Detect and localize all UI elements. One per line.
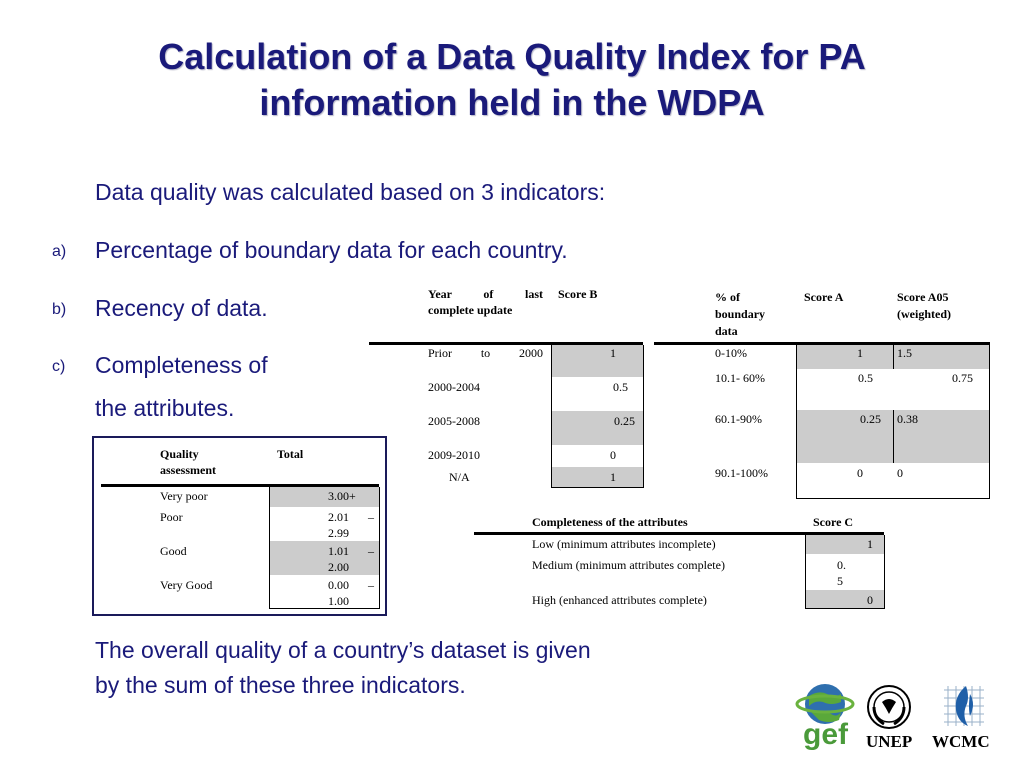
recency-row2-year: 2000-2004	[428, 380, 480, 394]
quality-row1-label: Very poor	[160, 489, 208, 503]
quality-col-divider	[269, 487, 270, 609]
recency-right-edge	[643, 345, 644, 488]
recency-row1-year: Prior to 2000	[428, 346, 543, 360]
recency-row4-score: 0	[610, 448, 616, 462]
completeness-row2-score-line2: 5	[837, 574, 843, 588]
boundary-col-divider1	[796, 345, 797, 499]
recency-row1-score: 1	[610, 346, 616, 360]
quality-header-total: Total	[277, 447, 304, 461]
gef-logo	[795, 680, 855, 754]
recency-row3-score: 0.25	[614, 414, 635, 428]
boundary-row4-range: 90.1-100%	[715, 466, 768, 480]
completeness-col-divider	[805, 535, 806, 609]
completeness-right-edge	[884, 535, 885, 609]
boundary-right-edge	[989, 345, 990, 499]
boundary-header-pct-line2: boundary	[715, 307, 766, 321]
boundary-header-pct-line3: data	[715, 324, 738, 338]
quality-header-assessment-line2: assessment	[160, 463, 216, 477]
boundary-header-pct-line1: % of	[715, 290, 740, 304]
boundary-row1-weighted: 1.5	[897, 346, 912, 360]
quality-bottom-rule	[269, 608, 380, 609]
boundary-row3-range: 60.1-90%	[715, 412, 762, 426]
quality-row2-total-line1: 2.01 –	[328, 510, 374, 524]
slide-title-line2: information held in the WDPA	[259, 82, 765, 123]
bullet-text-c-line1: Completeness of	[95, 352, 268, 378]
bullet-marker-c: c)	[52, 358, 66, 375]
recency-row5-year: N/A	[449, 470, 470, 484]
quality-right-edge	[379, 487, 380, 609]
completeness-row1-score: 1	[867, 537, 873, 551]
recency-row4-year: 2009-2010	[428, 448, 480, 462]
quality-row4-total-line2: 1.00	[328, 594, 349, 608]
quality-row1-shade	[270, 487, 379, 507]
boundary-col-divider3	[893, 410, 894, 463]
quality-row4-label: Very Good	[160, 578, 213, 592]
bullet-text-a: Percentage of boundary data for each country.	[95, 237, 568, 263]
completeness-row3-score: 0	[867, 593, 873, 607]
completeness-row2-score-line1: 0.	[837, 558, 846, 572]
completeness-row2-label: Medium (minimum attributes complete)	[532, 558, 725, 572]
conclusion-line2: by the sum of these three indicators.	[95, 672, 466, 698]
boundary-row2-weighted: 0.75	[952, 371, 973, 385]
completeness-header-score: Score C	[813, 515, 854, 529]
unep-wordmark: UNEP	[866, 732, 913, 751]
quality-row3-total-line1: 1.01 –	[328, 544, 374, 558]
boundary-row2-score: 0.5	[858, 371, 873, 385]
boundary-col-divider2	[893, 345, 894, 369]
recency-header-year-line1: Year of last	[428, 287, 543, 301]
bullet-marker-b: b)	[52, 301, 67, 318]
quality-row4-total-line1: 0.00 –	[328, 578, 374, 592]
completeness-row3-label: High (enhanced attributes complete)	[532, 593, 707, 607]
boundary-header-weighted-line1: Score A05	[897, 290, 949, 304]
boundary-row4-score: 0	[857, 466, 863, 480]
gef-wordmark: gef	[803, 718, 848, 751]
completeness-bottom-rule	[805, 608, 885, 609]
slide-title-line1: Calculation of a Data Quality Index for PA	[158, 36, 866, 77]
quality-row1-total: 3.00+	[328, 489, 356, 503]
boundary-row3-score: 0.25	[860, 412, 881, 426]
conclusion-line1: The overall quality of a country’s dataset is given	[95, 637, 591, 663]
unep-emblem-icon	[866, 684, 912, 730]
boundary-header-score: Score A	[804, 290, 844, 304]
boundary-row4-weighted: 0	[897, 466, 903, 480]
recency-header-score: Score B	[558, 287, 598, 301]
completeness-row1-label: Low (minimum attributes incomplete)	[532, 537, 716, 551]
recency-bottom-rule	[551, 487, 644, 488]
recency-row3-year: 2005-2008	[428, 414, 480, 428]
boundary-row2-range: 10.1- 60%	[715, 371, 765, 385]
completeness-header-label: Completeness of the attributes	[532, 515, 688, 529]
bullet-text-c-line2: the attributes.	[95, 395, 235, 421]
boundary-row1-range: 0-10%	[715, 346, 747, 360]
boundary-bottom-rule	[796, 498, 990, 499]
bullet-marker-a: a)	[52, 243, 67, 260]
boundary-row1-score: 1	[857, 346, 863, 360]
boundary-header-weighted-line2: (weighted)	[897, 307, 951, 321]
slide-title	[40, 34, 984, 126]
recency-col-divider	[551, 345, 552, 488]
wcmc-emblem-icon	[940, 682, 988, 730]
quality-row2-label: Poor	[160, 510, 183, 524]
intro-text: Data quality was calculated based on 3 indicators:	[95, 179, 606, 205]
quality-header-assessment-line1: Quality	[160, 447, 199, 461]
recency-header-year-line2: complete update	[428, 303, 513, 317]
quality-row3-label: Good	[160, 544, 187, 558]
wcmc-wordmark: WCMC	[932, 732, 990, 751]
recency-row5-score: 1	[610, 470, 616, 484]
quality-row3-total-line2: 2.00	[328, 560, 349, 574]
quality-row2-total-line2: 2.99	[328, 526, 349, 540]
recency-row2-score: 0.5	[613, 380, 628, 394]
bullet-text-b: Recency of data.	[95, 295, 268, 321]
boundary-row3-weighted: 0.38	[897, 412, 918, 426]
